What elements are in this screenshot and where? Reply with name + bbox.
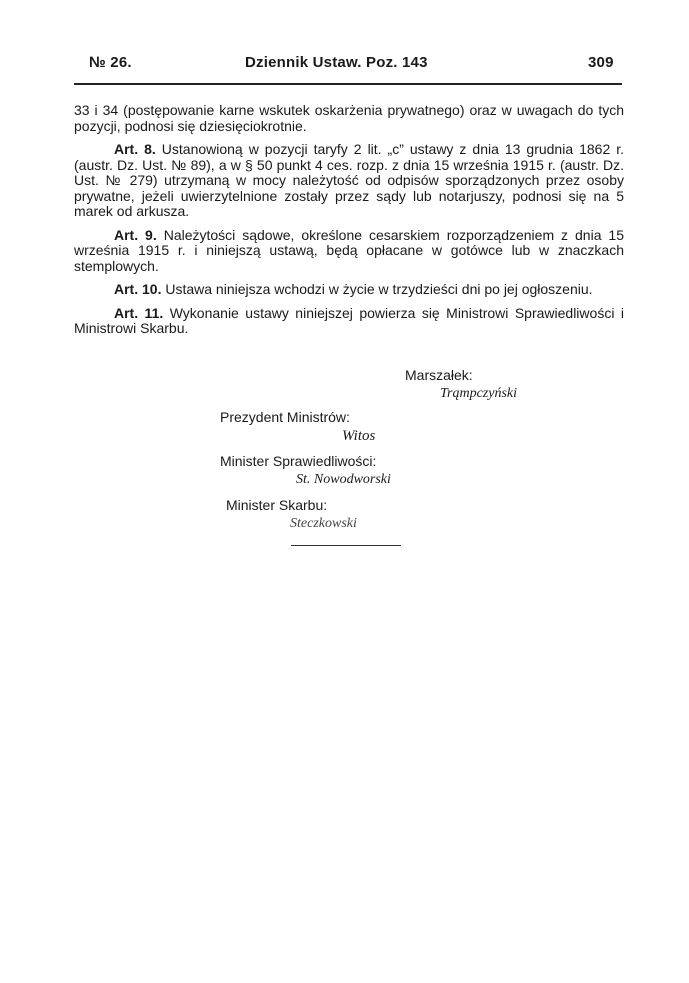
signature-sprawiedliwosci: St. Nowodworski	[296, 472, 391, 487]
signature-skarbu: Steczkowski	[290, 516, 357, 531]
article-text: Ustanowioną w pozycji taryfy 2 lit. „c” ustawy z dnia 13 grudnia 1862 r. (austr. Dz. Ust. № 89), a w § 50 punkt 4 ces. rozp. z dnia 15 września 1915 r. (austr. Dz. Ust. № 279) utrzymaną w mocy należytość od odpisów sporządzonych przez osoby prywatne, jeżeli uwierzytelnione zostały przez sądy lub notarjuszy, podnosi się na 5 marek od arkusza.	[74, 141, 625, 219]
article-label: Art. 9.	[114, 226, 157, 243]
article-10	[74, 282, 624, 298]
paragraph-continuation	[74, 103, 624, 134]
article-label: Art. 11.	[114, 304, 164, 321]
signatory-role-marszalek: Marszałek:	[405, 367, 473, 383]
signature-marszalek: Trąmpczyński	[440, 386, 517, 401]
article-label: Art. 8.	[114, 141, 156, 157]
journal-title: Dziennik Ustaw. Poz. 143	[245, 54, 428, 71]
article-11	[74, 306, 624, 337]
article-text: Należytości sądowe, określone cesarskiem rozporządzeniem z dnia 15 września 1915 r. i niniejszą ustawą, będą opłacane w gotówce lub w znaczkach stemplowych.	[74, 226, 625, 274]
issue-number: № 26.	[89, 54, 132, 71]
article-label: Art. 10.	[114, 281, 162, 297]
signatory-role-sprawiedliwosci: Minister Sprawiedliwości:	[220, 453, 377, 469]
end-rule	[291, 545, 401, 546]
page-number: 309	[588, 54, 614, 71]
paragraph-text: 33 i 34 (postępowanie karne wskutek oskarżenia prywatnego) oraz w uwagach do tych pozycji, podnosi się dziesięciokrotnie.	[74, 102, 624, 134]
document-body	[74, 103, 624, 345]
signatory-role-prezydent: Prezydent Ministrów:	[220, 409, 350, 425]
article-9	[74, 228, 624, 275]
page-header	[0, 0, 689, 90]
article-8	[74, 142, 624, 220]
header-rule	[74, 83, 622, 85]
article-text: Ustawa niniejsza wchodzi w życie w trzydzieści dni po jej ogłoszeniu.	[165, 281, 593, 297]
signatory-role-skarbu: Minister Skarbu:	[226, 497, 328, 513]
article-text: Wykonanie ustawy niniejszej powierza się Ministrowi Sprawiedliwości i Ministrowi Skarbu.	[74, 304, 624, 336]
signature-prezydent: Witos	[342, 428, 376, 444]
